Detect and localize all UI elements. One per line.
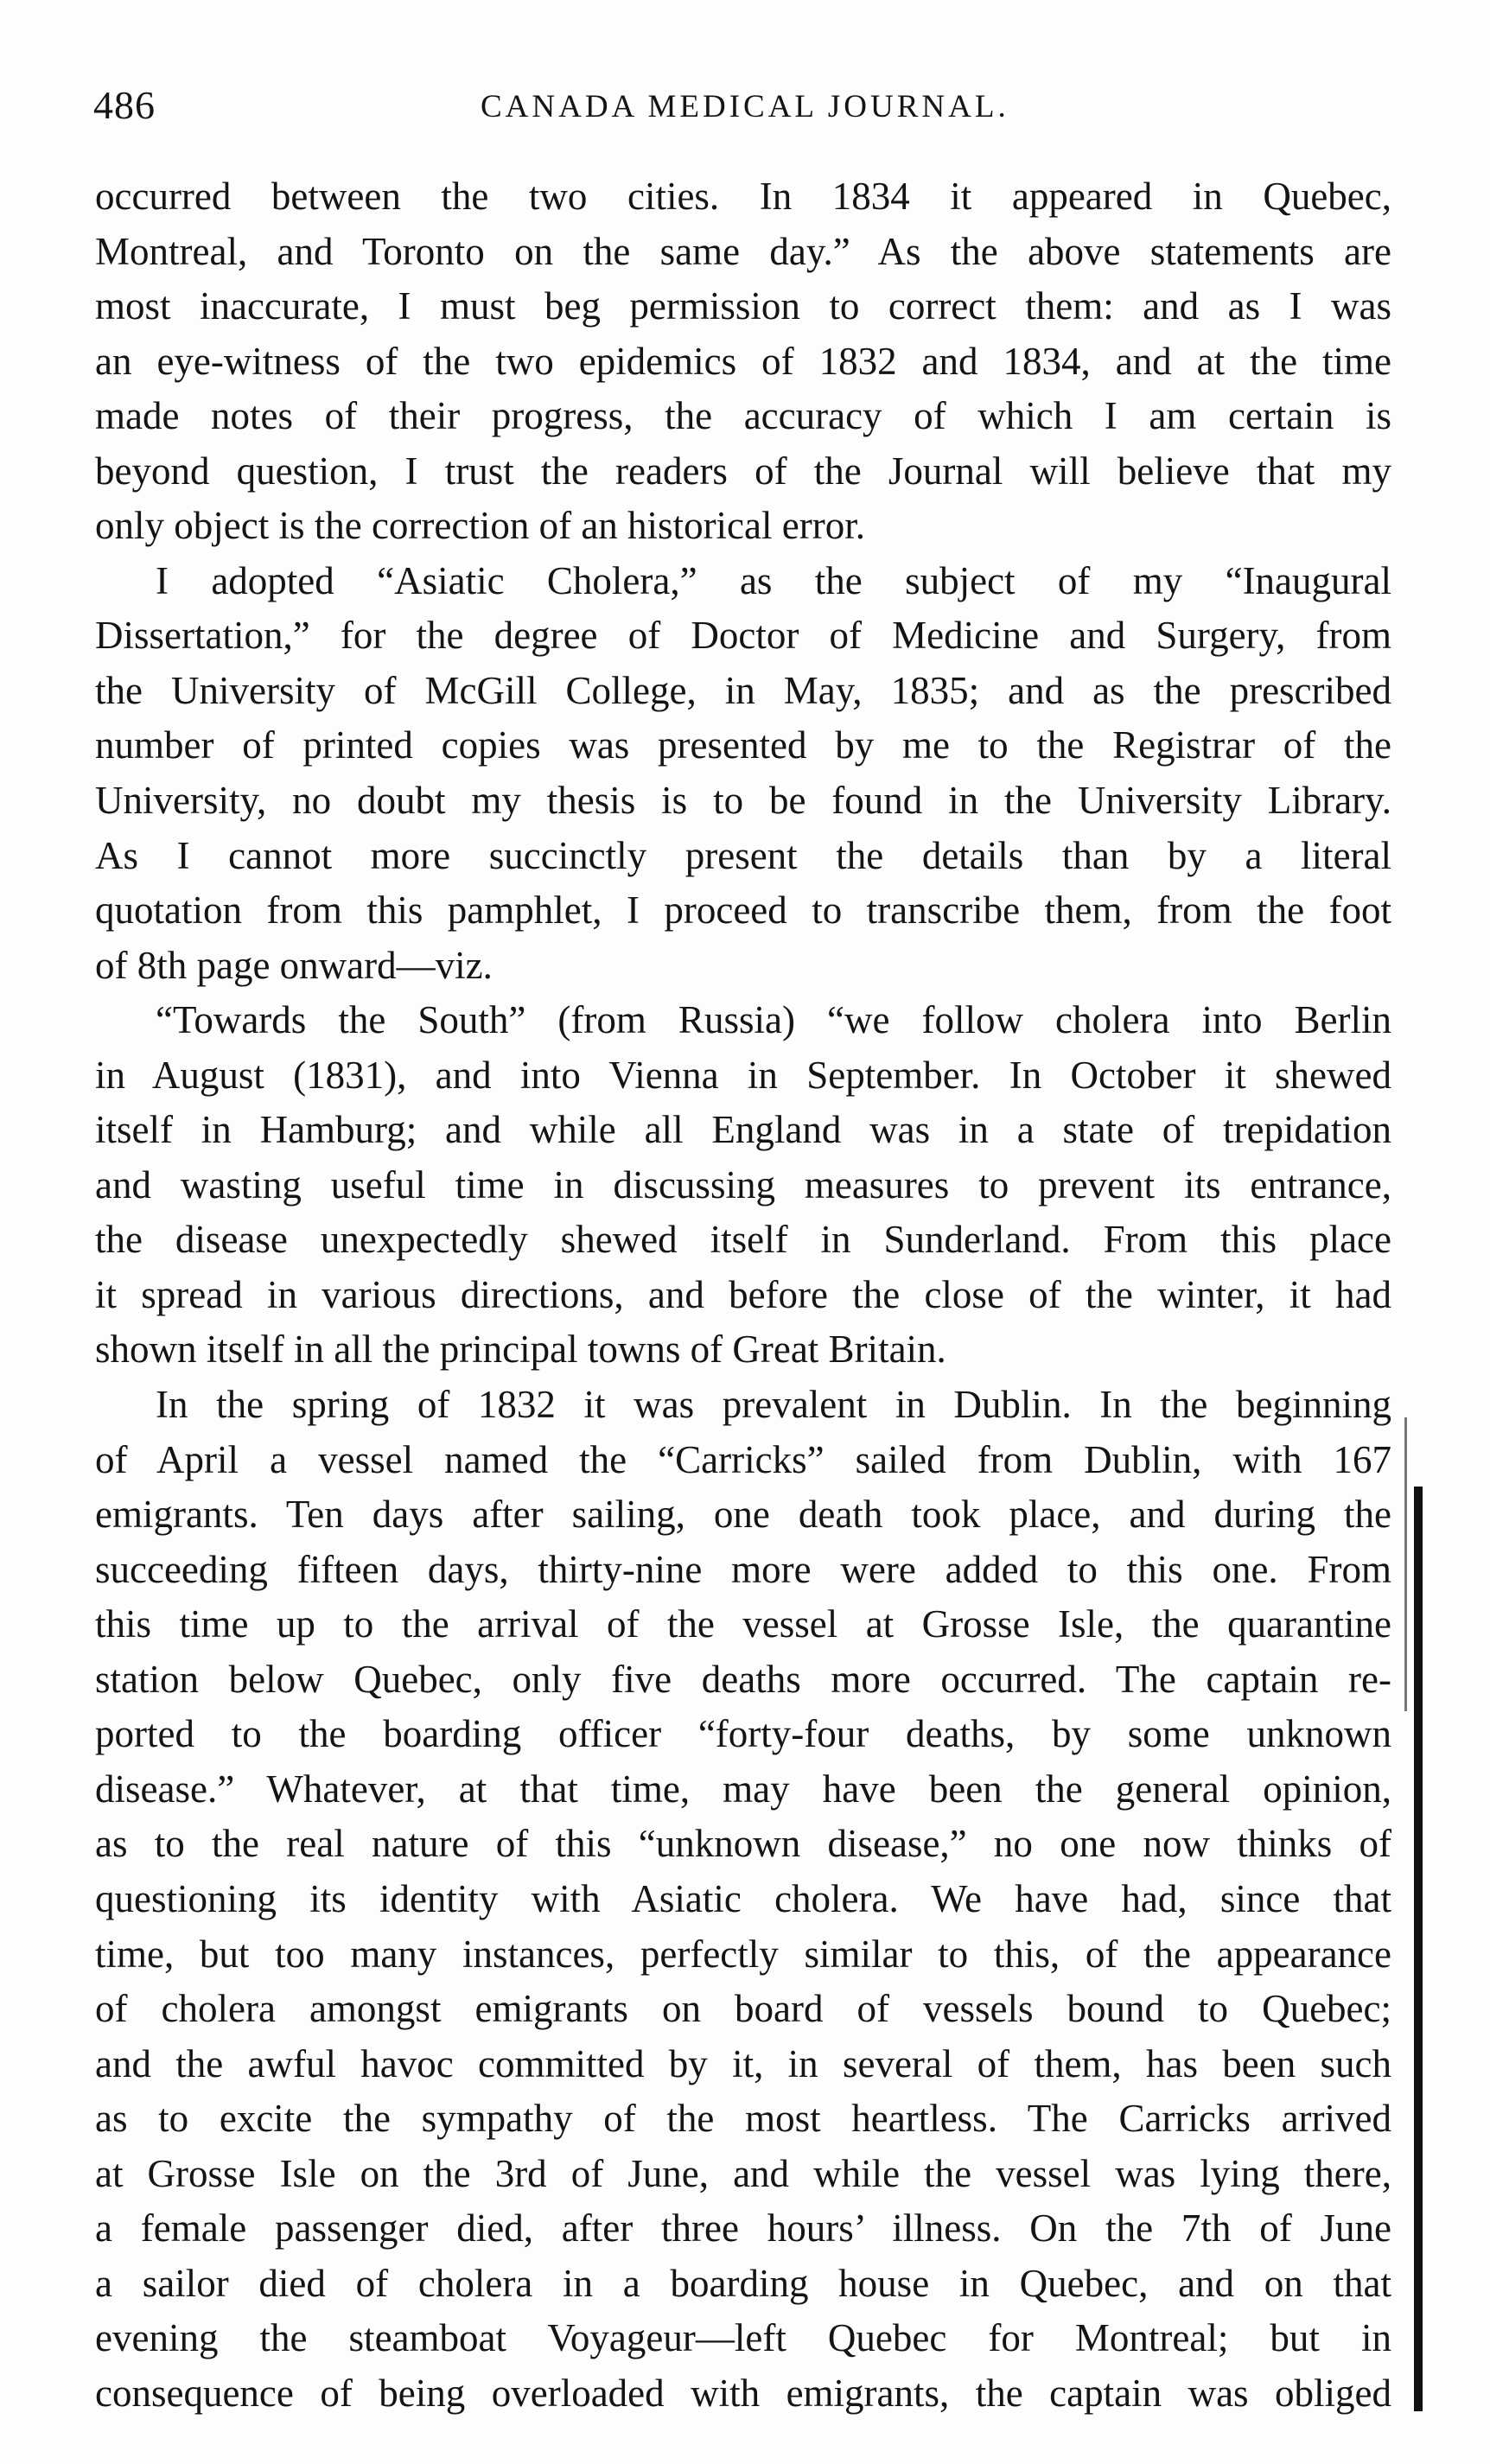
text-line: it spread in various directions, and before the close of the winter, it had — [95, 1272, 1391, 1316]
text-line: of cholera amongst emigrants on board of vessels bound to Quebec; — [95, 1987, 1391, 2031]
text-line: and the awful havoc committed by it, in several of them, has been such — [95, 2041, 1391, 2085]
text-line: emigrants. Ten days after sailing, one death took place, and during the — [95, 1493, 1391, 1537]
article-body — [95, 169, 1391, 2421]
text-line: a female passenger died, after three hours’ illness. On the 7th of June — [95, 2206, 1391, 2251]
text-line: of April a vessel named the “Carricks” sailed from Dublin, with 167 — [95, 1437, 1391, 1481]
text-line: Dissertation,” for the degree of Doctor of Medicine and Surgery, from — [95, 614, 1391, 658]
text-line: succeeding fifteen days, thirty-nine more were added to this one. From — [95, 1547, 1391, 1591]
text-line: most inaccurate, I must beg permission to correct them: and as I was — [95, 284, 1391, 328]
text-line: number of printed copies was presented by me to the Registrar of the — [95, 723, 1391, 767]
text-line: beyond question, I trust the readers of the Journal will believe that my — [95, 449, 1391, 493]
text-line: questioning its identity with Asiatic cholera. We have had, since that — [95, 1876, 1391, 1920]
text-line: evening the steamboat Voyageur—left Quebec for Montreal; but in — [95, 2316, 1391, 2360]
text-line: ported to the boarding officer “forty-four deaths, by some unknown — [95, 1712, 1391, 1756]
text-line: As I cannot more succinctly present the details than by a literal — [95, 833, 1391, 877]
text-line: only object is the correction of an historical error. — [95, 504, 865, 548]
text-line: at Grosse Isle on the 3rd of June, and while the vessel was lying there, — [95, 2151, 1391, 2195]
text-line: “Towards the South” (from Russia) “we follow cholera into Berlin — [156, 998, 1391, 1042]
page-number: 486 — [93, 83, 156, 127]
text-line: itself in Hamburg; and while all England was in a state of trepidation — [95, 1108, 1391, 1152]
text-line: in August (1831), and into Vienna in September. In October it shewed — [95, 1053, 1391, 1097]
text-line: and wasting useful time in discussing measures to prevent its entrance, — [95, 1162, 1391, 1207]
text-line: an eye-witness of the two epidemics of 1832 and 1834, and at the time — [95, 339, 1391, 383]
text-line: this time up to the arrival of the vessel at Grosse Isle, the quarantine — [95, 1602, 1391, 1646]
text-line: University, no doubt my thesis is to be found in the University Library. — [95, 779, 1391, 823]
text-line: occurred between the two cities. In 1834 it appeared in Quebec, — [95, 175, 1391, 218]
text-line: quotation from this pamphlet, I proceed to transcribe them, from the foot — [95, 888, 1391, 933]
text-line: shown itself in all the principal towns of Great Britain. — [95, 1328, 946, 1372]
text-line: In the spring of 1832 it was prevalent in Dublin. In the beginning — [156, 1383, 1391, 1427]
text-line: a sailor died of cholera in a boarding house in Quebec, and on that — [95, 2261, 1391, 2305]
text-line: time, but too many instances, perfectly similar to this, of the appearance — [95, 1932, 1391, 1976]
running-head — [93, 80, 1407, 140]
journal-title: CANADA MEDICAL JOURNAL. — [481, 89, 1009, 124]
scan-edge-bar — [1414, 1487, 1423, 2411]
text-line: I adopted “Asiatic Cholera,” as the subject of my “Inaugural — [156, 558, 1391, 602]
text-line: as to excite the sympathy of the most heartless. The Carricks arrived — [95, 2097, 1391, 2141]
text-line: of 8th page onward—viz. — [95, 943, 493, 987]
text-line: Montreal, and Toronto on the same day.” As the above statements are — [95, 229, 1391, 273]
text-line: made notes of their progress, the accuracy of which I am certain is — [95, 394, 1391, 438]
scan-edge-shadow — [1404, 1417, 1407, 1711]
text-line: consequence of being overloaded with emigrants, the captain was obliged — [95, 2371, 1391, 2415]
text-line: the disease unexpectedly shewed itself in Sunderland. From this place — [95, 1218, 1391, 1262]
text-line: the University of McGill College, in May, 1835; and as the prescribed — [95, 668, 1391, 712]
text-line: disease.” Whatever, at that time, may have been the general opinion, — [95, 1767, 1391, 1811]
text-line: as to the real nature of this “unknown disease,” no one now thinks of — [95, 1822, 1391, 1866]
text-line: station below Quebec, only five deaths more occurred. The captain re- — [95, 1657, 1391, 1701]
